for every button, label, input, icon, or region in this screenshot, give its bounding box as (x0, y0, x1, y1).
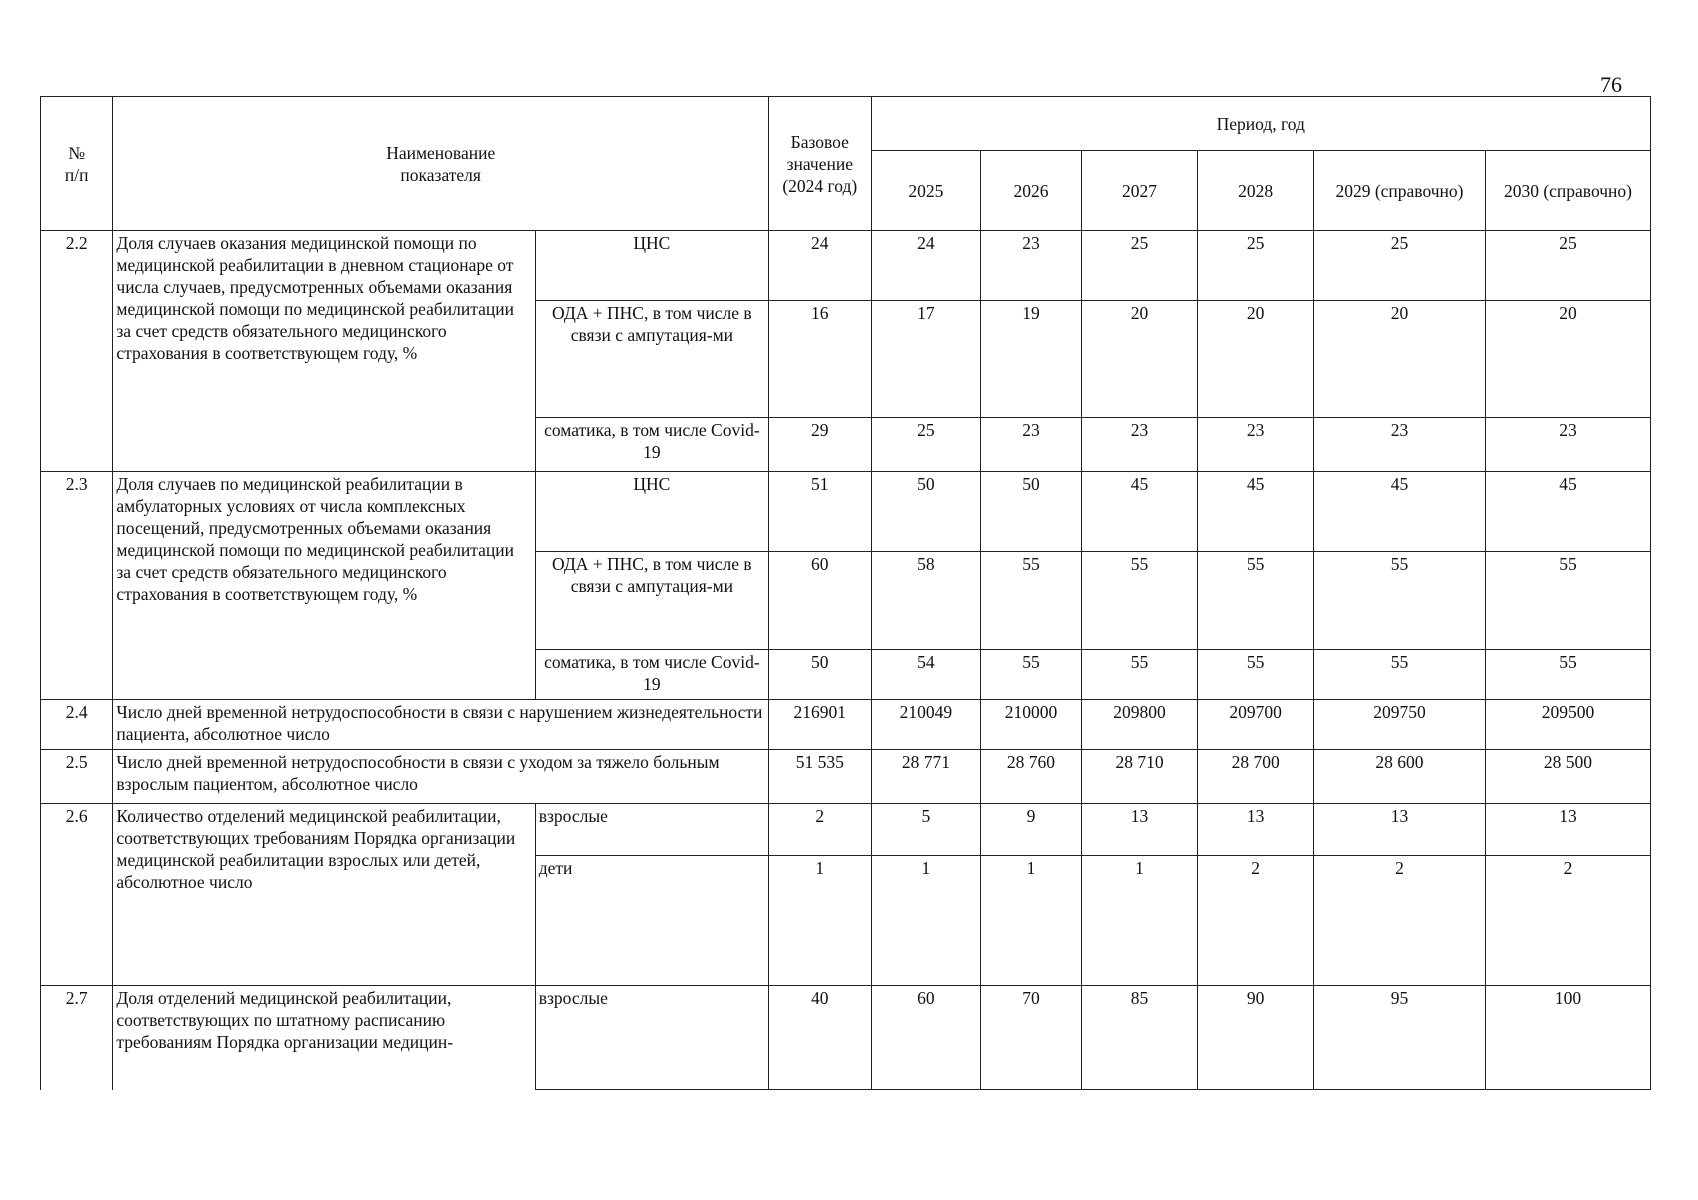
base-value: 16 (769, 301, 872, 418)
sub-category: ЦНС (535, 472, 768, 552)
year-value: 55 (1314, 552, 1486, 650)
row-number: 2.5 (41, 750, 113, 804)
indicators-table (40, 96, 1651, 1090)
year-value: 70 (981, 986, 1082, 1090)
year-value: 23 (1198, 418, 1314, 472)
sub-category: ОДА + ПНС, в том числе в связи с ампутация-ми (535, 301, 768, 418)
year-value: 24 (871, 231, 981, 301)
header-base: Базовое значение (2024 год) (769, 97, 872, 231)
year-value: 23 (1314, 418, 1486, 472)
table-row (41, 472, 1651, 552)
year-value: 25 (1314, 231, 1486, 301)
year-value: 45 (1198, 472, 1314, 552)
year-value: 19 (981, 301, 1082, 418)
table-row (41, 231, 1651, 301)
year-value: 2 (1485, 856, 1650, 986)
header-period: Период, год (871, 97, 1650, 151)
year-value: 13 (1198, 804, 1314, 856)
base-value: 51 535 (769, 750, 872, 804)
year-value: 23 (981, 418, 1082, 472)
table-row (41, 750, 1651, 804)
header-num: № п/п (41, 97, 113, 231)
year-value: 25 (1198, 231, 1314, 301)
year-value: 9 (981, 804, 1082, 856)
year-value: 54 (871, 650, 981, 700)
year-value: 95 (1314, 986, 1486, 1090)
base-value: 24 (769, 231, 872, 301)
header-year: 2030 (справочно) (1485, 151, 1650, 231)
row-number: 2.6 (41, 804, 113, 986)
year-value: 2 (1198, 856, 1314, 986)
indicator-name: Число дней временной нетрудоспособности в связи с нарушением жизнедеятельности пациента, абсолютное число (113, 700, 769, 750)
year-value: 28 500 (1485, 750, 1650, 804)
year-value: 25 (871, 418, 981, 472)
year-value: 209800 (1081, 700, 1198, 750)
header-year: 2028 (1198, 151, 1314, 231)
year-value: 1 (871, 856, 981, 986)
header-year: 2025 (871, 151, 981, 231)
year-value: 50 (981, 472, 1082, 552)
year-value: 45 (1314, 472, 1486, 552)
sub-category: дети (535, 856, 768, 986)
year-value: 55 (981, 552, 1082, 650)
year-value: 28 600 (1314, 750, 1486, 804)
year-value: 28 710 (1081, 750, 1198, 804)
year-value: 55 (1081, 552, 1198, 650)
year-value: 210049 (871, 700, 981, 750)
sub-category: соматика, в том числе Covid-19 (535, 418, 768, 472)
base-value: 50 (769, 650, 872, 700)
header-year: 2029 (справочно) (1314, 151, 1486, 231)
row-number: 2.7 (41, 986, 113, 1090)
year-value: 25 (1485, 231, 1650, 301)
year-value: 50 (871, 472, 981, 552)
year-value: 17 (871, 301, 981, 418)
year-value: 55 (1485, 552, 1650, 650)
indicator-name: Доля случаев по медицинской реабилитации в амбулаторных условиях от числа комплексных посещений, предусмотренных объемами оказания медицинской помощи по медицинской реабилитации за счет средств обязательного медицинского страхования в соответствующем году, % (113, 472, 535, 700)
sub-category: ОДА + ПНС, в том числе в связи с ампутация-ми (535, 552, 768, 650)
row-number: 2.3 (41, 472, 113, 700)
base-value: 1 (769, 856, 872, 986)
indicator-name: Число дней временной нетрудоспособности в связи с уходом за тяжело больным взрослым пациентом, абсолютное число (113, 750, 769, 804)
base-value: 40 (769, 986, 872, 1090)
year-value: 1 (1081, 856, 1198, 986)
year-value: 55 (1198, 552, 1314, 650)
year-value: 55 (981, 650, 1082, 700)
year-value: 209500 (1485, 700, 1650, 750)
row-number: 2.4 (41, 700, 113, 750)
year-value: 20 (1314, 301, 1486, 418)
year-value: 20 (1081, 301, 1198, 418)
year-value: 60 (871, 986, 981, 1090)
sub-category: взрослые (535, 986, 768, 1090)
year-value: 5 (871, 804, 981, 856)
sub-category: взрослые (535, 804, 768, 856)
year-value: 209700 (1198, 700, 1314, 750)
year-value: 2 (1314, 856, 1486, 986)
base-value: 2 (769, 804, 872, 856)
year-value: 20 (1198, 301, 1314, 418)
year-value: 58 (871, 552, 981, 650)
table-row (41, 700, 1651, 750)
year-value: 25 (1081, 231, 1198, 301)
base-value: 216901 (769, 700, 872, 750)
year-value: 55 (1198, 650, 1314, 700)
year-value: 28 771 (871, 750, 981, 804)
year-value: 210000 (981, 700, 1082, 750)
year-value: 23 (1081, 418, 1198, 472)
year-value: 13 (1314, 804, 1486, 856)
year-value: 55 (1314, 650, 1486, 700)
year-value: 23 (981, 231, 1082, 301)
year-value: 28 760 (981, 750, 1082, 804)
year-value: 85 (1081, 986, 1198, 1090)
year-value: 100 (1485, 986, 1650, 1090)
year-value: 55 (1485, 650, 1650, 700)
table-row (41, 986, 1651, 1090)
header-year: 2027 (1081, 151, 1198, 231)
year-value: 28 700 (1198, 750, 1314, 804)
header-row-top (41, 97, 1651, 151)
year-value: 45 (1485, 472, 1650, 552)
year-value: 209750 (1314, 700, 1486, 750)
base-value: 60 (769, 552, 872, 650)
year-value: 13 (1081, 804, 1198, 856)
year-value: 20 (1485, 301, 1650, 418)
indicator-name: Доля отделений медицинской реабилитации, соответствующих по штатному расписанию требованиям Порядка организации медицин- (113, 986, 535, 1090)
indicator-name: Доля случаев оказания медицинской помощи по медицинской реабилитации в дневном стационаре от числа случаев, предусмотренных объемами оказания медицинской помощи по медицинской реабилитации за счет средств обязательного медицинского страхования в соответствующем году, % (113, 231, 535, 472)
sub-category: ЦНС (535, 231, 768, 301)
base-value: 51 (769, 472, 872, 552)
year-value: 23 (1485, 418, 1650, 472)
year-value: 13 (1485, 804, 1650, 856)
year-value: 45 (1081, 472, 1198, 552)
year-value: 55 (1081, 650, 1198, 700)
header-year: 2026 (981, 151, 1082, 231)
year-value: 1 (981, 856, 1082, 986)
row-number: 2.2 (41, 231, 113, 472)
indicator-name: Количество отделений медицинской реабилитации, соответствующих требованиям Порядка организации медицинской реабилитации взрослых или детей, абсолютное число (113, 804, 535, 986)
table-row (41, 804, 1651, 856)
header-name: Наименование показателя (113, 97, 769, 231)
sub-category: соматика, в том числе Covid-19 (535, 650, 768, 700)
page-number: 76 (1600, 72, 1622, 97)
year-value: 90 (1198, 986, 1314, 1090)
base-value: 29 (769, 418, 872, 472)
